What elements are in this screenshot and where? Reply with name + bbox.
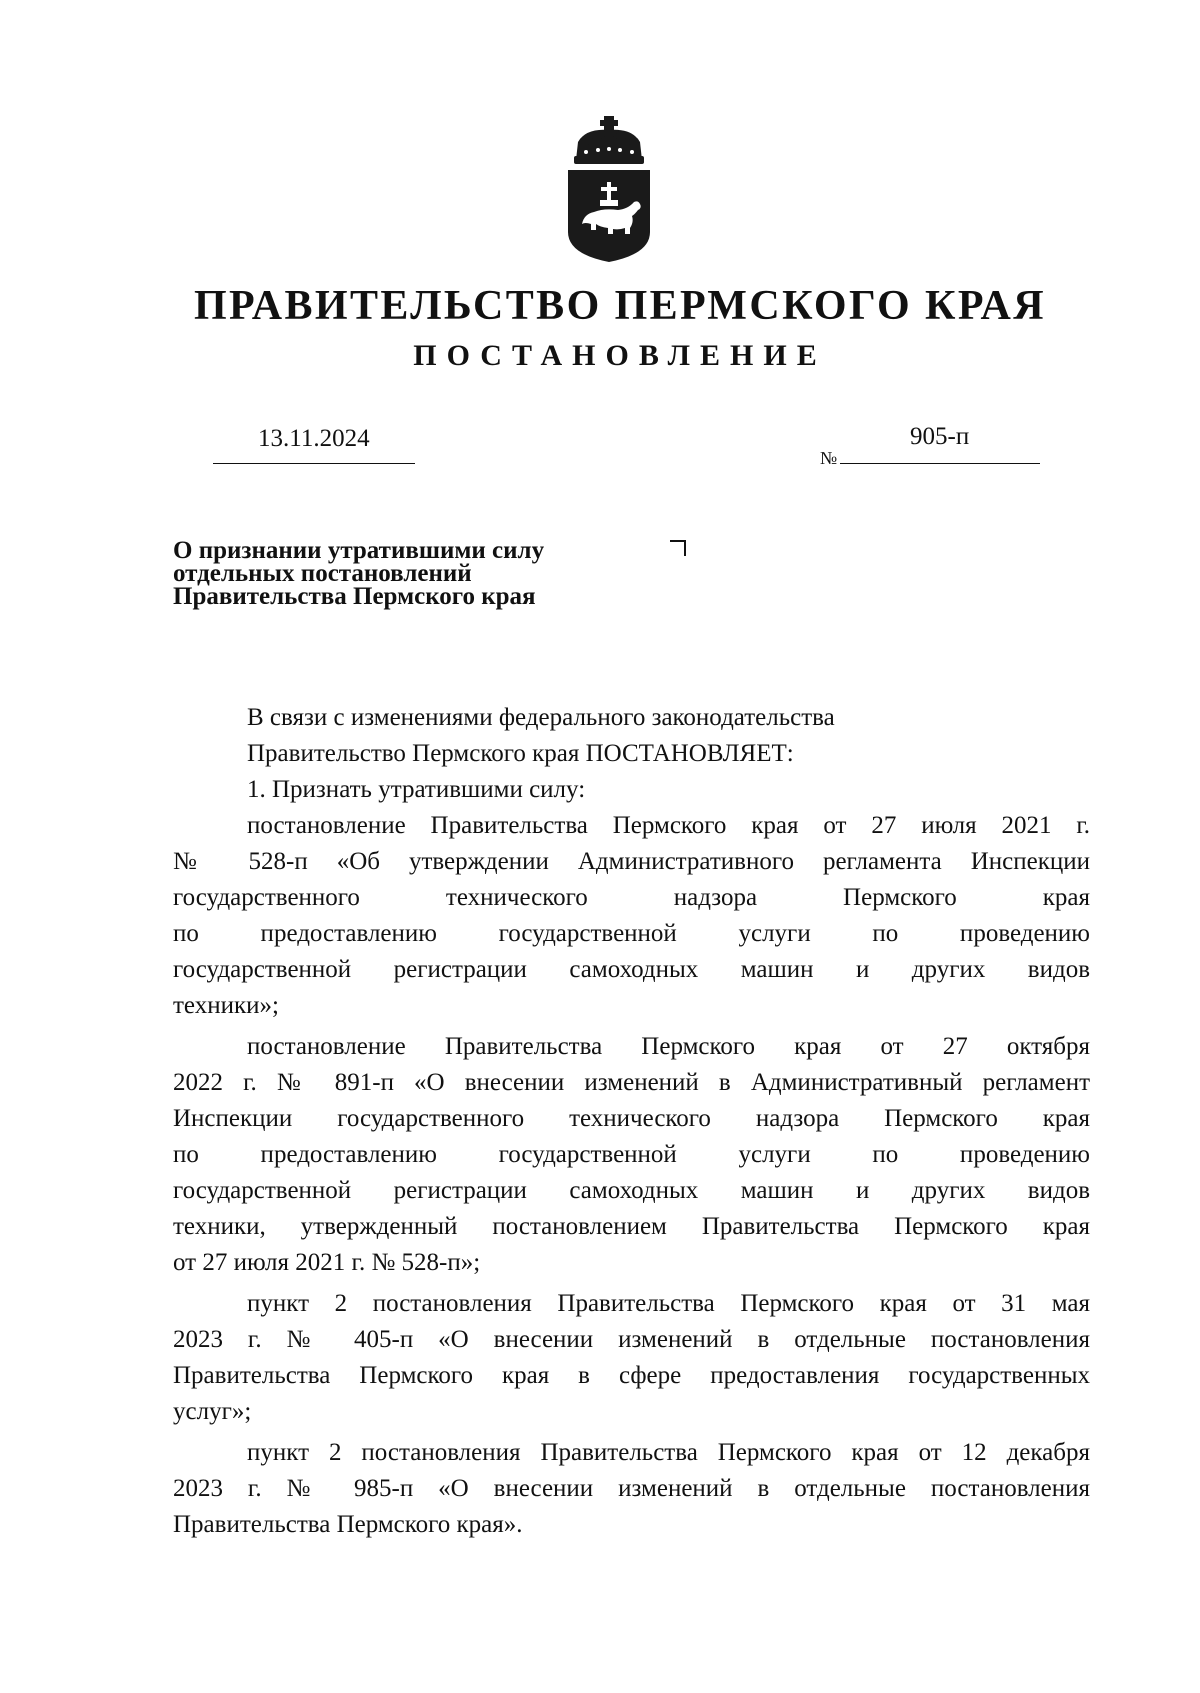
body-line: государственной регистрации самоходных машин и других видов — [173, 1177, 1090, 1204]
body-line: государственной регистрации самоходных машин и других видов — [173, 956, 1090, 983]
body-line: по предоставлению государственной услуги по проведению — [173, 1141, 1090, 1168]
body-line: постановление Правительства Пермского края от 27 октября — [247, 1033, 1090, 1060]
date-underline — [213, 463, 415, 464]
body-line: государственного технического надзора Пермского края — [173, 884, 1090, 911]
document-number: 905-п — [910, 423, 970, 450]
coat-of-arms-icon — [564, 112, 654, 264]
title-line: Правительства Пермского края — [173, 583, 536, 610]
body-line: услуг»; — [173, 1398, 252, 1425]
body-line: пункт 2 постановления Правительства Пермского края от 31 мая — [247, 1290, 1090, 1317]
government-heading: ПРАВИТЕЛЬСТВО ПЕРМСКОГО КРАЯ — [193, 283, 1046, 329]
body-line: № 528-п «Об утверждении Административного регламента Инспекции — [173, 848, 1090, 875]
body-line: В связи с изменениями федерального законодательства — [247, 704, 835, 731]
body-line: 2023 г. № 405-п «О внесении изменений в отдельные постановления — [173, 1326, 1090, 1353]
number-label: № — [820, 448, 838, 468]
body-line: по предоставлению государственной услуги по проведению — [173, 920, 1090, 947]
body-line: 2023 г. № 985-п «О внесении изменений в отдельные постановления — [173, 1475, 1090, 1502]
title-line: О признании утратившими силу — [173, 537, 545, 564]
document-date: 13.11.2024 — [258, 425, 370, 452]
body-line: 1. Признать утратившими силу: — [247, 776, 586, 803]
body-line: от 27 июля 2021 г. № 528-п»; — [173, 1249, 481, 1276]
body-line: пункт 2 постановления Правительства Пермского края от 12 декабря — [247, 1439, 1090, 1466]
body-line: Правительства Пермского края». — [173, 1511, 523, 1538]
body-line: техники»; — [173, 992, 279, 1019]
number-underline — [840, 463, 1040, 464]
body-line: 2022 г. № 891-п «О внесении изменений в Административный регламент — [173, 1069, 1090, 1096]
body-line: техники, утвержденный постановлением Правительства Пермского края — [173, 1213, 1090, 1240]
body-line: Инспекции государственного технического надзора Пермского края — [173, 1105, 1090, 1132]
body-line: постановление Правительства Пермского края от 27 июля 2021 г. — [247, 812, 1090, 839]
document-type-heading: ПОСТАНОВЛЕНИЕ — [413, 339, 827, 372]
body-line: Правительство Пермского края ПОСТАНОВЛЯЕТ: — [247, 740, 794, 767]
title-line: отдельных постановлений — [173, 560, 472, 587]
body-line: Правительства Пермского края в сфере предоставления государственных — [173, 1362, 1090, 1389]
document-title — [173, 539, 693, 608]
title-corner-mark — [670, 540, 686, 556]
